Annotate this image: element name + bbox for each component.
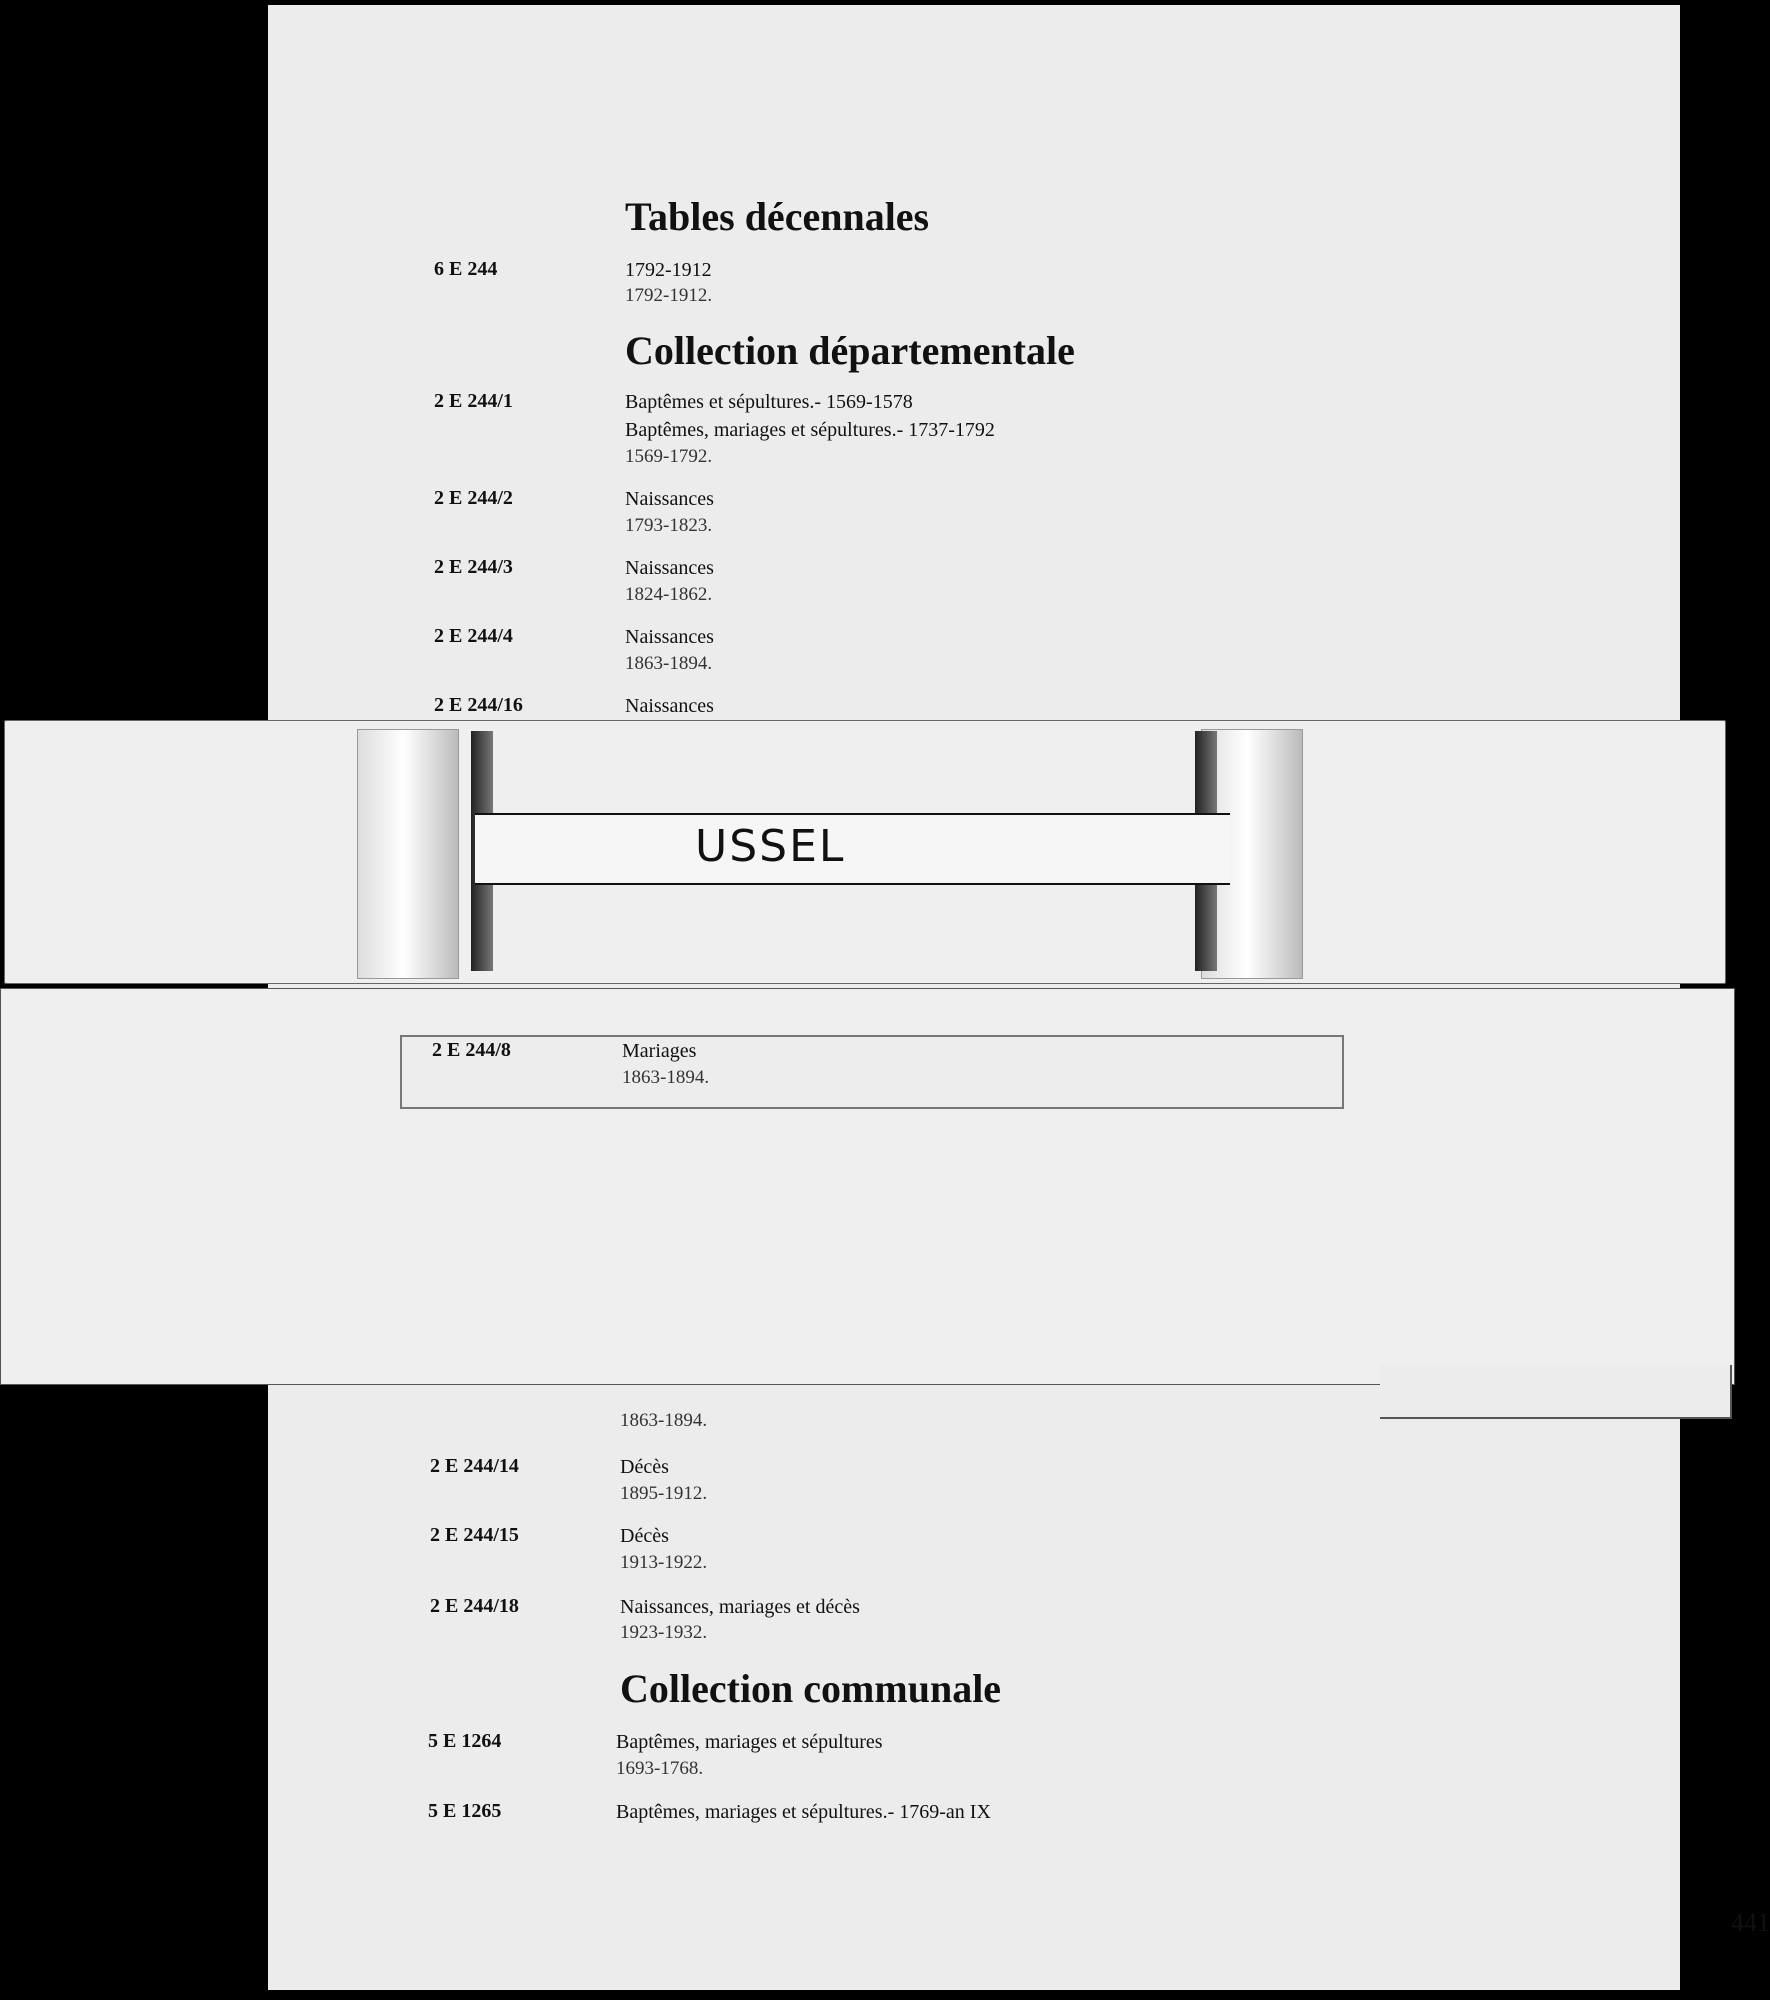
entry-code: 2 E 244/14 — [430, 1455, 519, 1477]
entry-text: Baptêmes, mariages et sépultures.- 1769-an IX — [616, 1801, 991, 1823]
entry-text: Baptêmes, mariages et sépultures — [616, 1731, 883, 1753]
entry-code: 2 E 244/4 — [434, 625, 513, 647]
entry-text: Décès — [620, 1525, 669, 1547]
entry-dates: 1793-1823. — [625, 515, 713, 536]
section-heading-communale: Collection communale — [620, 1666, 1002, 1711]
entry-code: 2 E 244/18 — [430, 1595, 519, 1617]
entry-dates: 1863-1894. — [622, 1067, 710, 1088]
entry-text: Naissances, mariages et décès — [620, 1596, 860, 1618]
entry-code: 2 E 244/15 — [430, 1524, 519, 1546]
entry-text: Baptêmes et sépultures.- 1569-1578 — [625, 391, 913, 413]
entry-text: 1792-1912 — [625, 259, 712, 281]
entry-dates: 1863-1894. — [620, 1410, 708, 1431]
entry-dates: 1923-1932. — [620, 1622, 708, 1643]
entry-text: Mariages — [622, 1040, 697, 1062]
entry-dates: 1895-1912. — [620, 1483, 708, 1504]
section-heading-tables: Tables décennales — [625, 194, 930, 239]
strip-label — [475, 813, 1230, 885]
entry-code: 2 E 244/2 — [434, 487, 513, 509]
paper-strip-label — [4, 720, 1726, 984]
entry-code: 2 E 244/1 — [434, 390, 513, 412]
entry-dates: 1913-1922. — [620, 1552, 708, 1573]
entry-text: Naissances — [625, 695, 714, 717]
clip-left — [357, 729, 459, 979]
entry-dates: 1824-1862. — [625, 584, 713, 605]
entry-text: Naissances — [625, 626, 714, 648]
entry-text: Baptêmes, mariages et sépultures.- 1737-1792 — [625, 419, 995, 441]
entry-code: 2 E 244/8 — [432, 1039, 511, 1061]
entry-text: Décès — [620, 1456, 669, 1478]
section-heading-departementale: Collection départementale — [625, 328, 1075, 373]
entry-dates: 1569-1792. — [625, 446, 713, 467]
entry-dates: 1693-1768. — [616, 1758, 704, 1779]
entry-box — [400, 1035, 1344, 1109]
entry-text: Naissances — [625, 488, 714, 510]
paper-strip-edge — [1380, 1365, 1732, 1419]
entry-code: 5 E 1264 — [428, 1730, 502, 1752]
strip-label-text: USSEL — [695, 821, 846, 872]
entry-code: 6 E 244 — [434, 258, 498, 280]
entry-dates: 1863-1894. — [625, 653, 713, 674]
entry-code: 5 E 1265 — [428, 1800, 502, 1822]
entry-code: 2 E 244/16 — [434, 694, 523, 716]
entry-dates: 1792-1912. — [625, 285, 713, 306]
page-number: 441 — [1731, 1908, 1770, 1937]
entry-code: 2 E 244/3 — [434, 556, 513, 578]
entry-text: Naissances — [625, 557, 714, 579]
